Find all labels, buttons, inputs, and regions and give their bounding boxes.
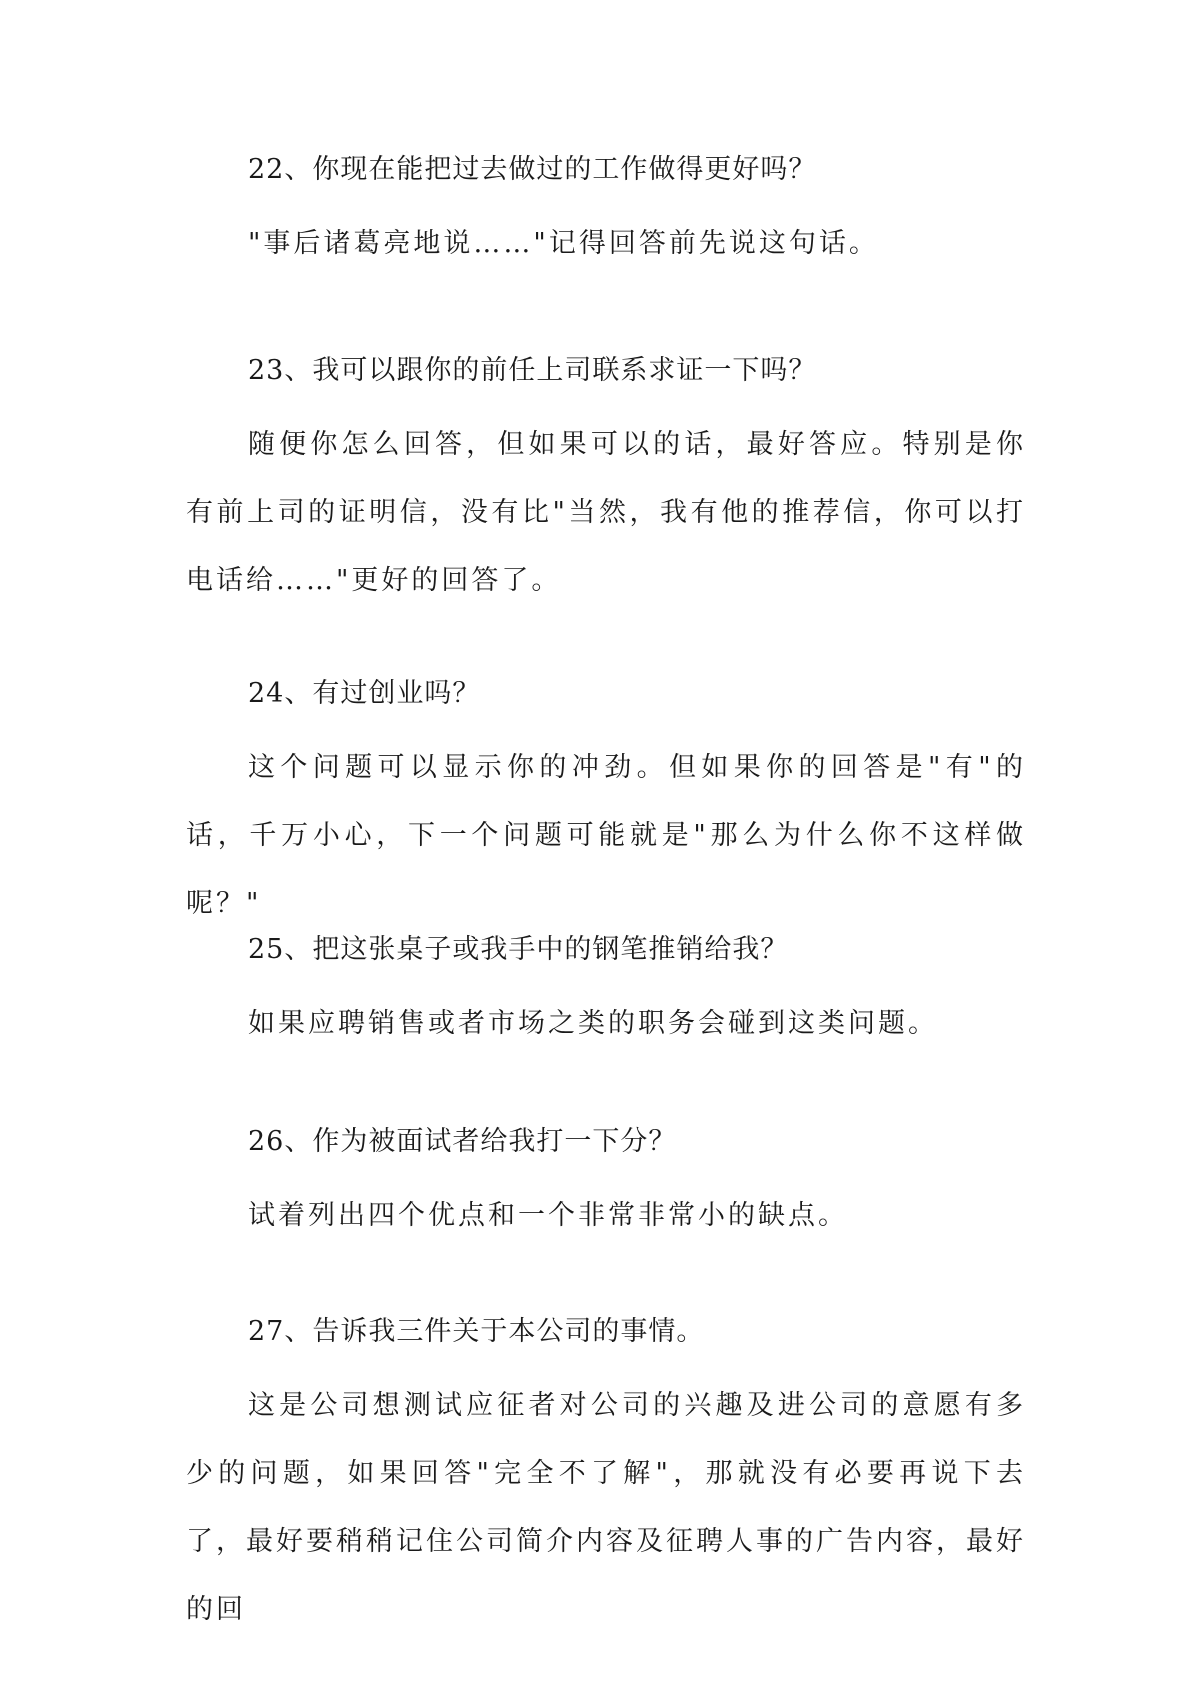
qa-item-27 (186, 1312, 1026, 1644)
answer-text: 这是公司想测试应征者对公司的兴趣及进公司的意愿有多少的问题，如果回答"完全不了解"，那就没有必要再说下去了，最好要稍稍记住公司简介内容及征聘人事的广告内容，最好的回 (186, 1390, 1026, 1625)
question-text: 25、把这张桌子或我手中的钢笔推销给我？ (248, 934, 789, 965)
qa-item-26 (186, 1122, 1026, 1250)
question-text: 27、告诉我三件关于本公司的事情。 (248, 1316, 705, 1347)
question-text: 23、我可以跟你的前任上司联系求证一下吗？ (248, 355, 817, 386)
qa-item-25 (186, 930, 1026, 1058)
qa-item-22 (186, 150, 1026, 278)
qa-item-24 (186, 674, 1026, 938)
answer-text: 试着列出四个优点和一个非常非常小的缺点。 (248, 1200, 848, 1231)
question-text: 24、有过创业吗？ (248, 678, 481, 709)
answer-text: "事后诸葛亮地说……"记得回答前先说这句话。 (248, 228, 879, 259)
qa-item-23 (186, 351, 1026, 615)
answer-text: 如果应聘销售或者市场之类的职务会碰到这类问题。 (248, 1008, 938, 1039)
answer-text: 这个问题可以显示你的冲劲。但如果你的回答是"有"的话，千万小心，下一个问题可能就是"那么为什么你不这样做呢？" (186, 752, 1026, 919)
question-text: 22、你现在能把过去做过的工作做得更好吗？ (248, 154, 817, 185)
question-text: 26、作为被面试者给我打一下分？ (248, 1126, 677, 1157)
answer-text: 随便你怎么回答，但如果可以的话，最好答应。特别是你有前上司的证明信，没有比"当然，我有他的推荐信，你可以打电话给……"更好的回答了。 (186, 429, 1026, 596)
